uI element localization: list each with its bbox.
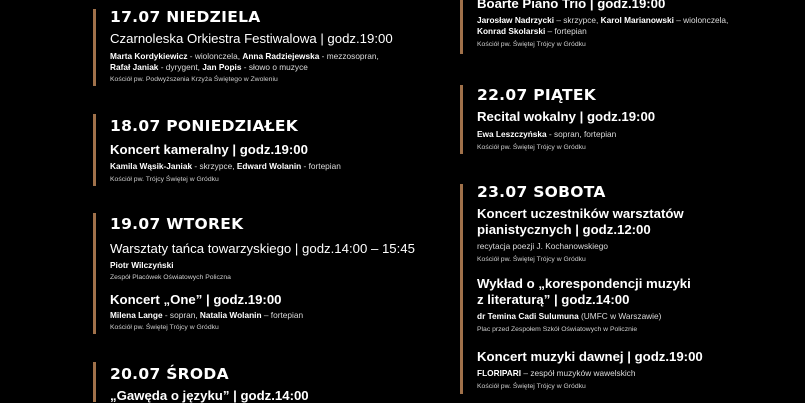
event-title: Koncert muzyki dawnej | godz.19:00	[477, 349, 703, 364]
performer-role: (UMFC w Warszawie)	[578, 311, 662, 321]
performers-line	[477, 311, 661, 321]
performer-name: Konrad Skolarski	[477, 26, 546, 36]
day-title-22-07: 22.07 PIĄTEK	[477, 86, 597, 104]
event-title-cont: z literaturą” | godz.14:00	[477, 292, 630, 307]
performer-role: - słowo o muzyce	[241, 62, 308, 72]
performers-line	[110, 51, 379, 61]
performer-role: - sopran, fortepian	[546, 129, 617, 139]
performer-name: Anna Radziejewska	[242, 51, 320, 61]
event-title: Recital wokalny | godz.19:00	[477, 109, 656, 124]
event-title: Koncert uczestników warsztatów	[477, 206, 684, 221]
performer-name: Milena Lange	[110, 310, 163, 320]
performer-name: dr Temina Cadi Sulumuna	[477, 311, 579, 321]
performers-line	[477, 129, 616, 139]
performer-role: - sopran,	[162, 310, 200, 320]
performer-role: - dyrygent,	[158, 62, 203, 72]
performers-line	[110, 310, 303, 320]
performers-line	[477, 26, 587, 36]
day-accent-bar	[93, 9, 96, 86]
event-location: Kościół pw. Świętej Trójcy w Gródku	[477, 144, 586, 151]
performer-role: - mezzosopran,	[319, 51, 379, 61]
day-accent-bar	[93, 362, 96, 402]
event-location: Plac przed Zespołem Szkół Oświatowych w Policznie	[477, 326, 638, 333]
performers-line	[110, 260, 174, 270]
event-location: Kościół pw. Świętej Trójcy w Gródku	[477, 41, 586, 48]
performer-role: - fortepian	[301, 161, 341, 171]
performer-name: Ewa Leszczyńska	[477, 129, 547, 139]
performer-name: Jan Popis	[202, 62, 242, 72]
event-note: recytacja poezji J. Kochanowskiego	[477, 241, 608, 251]
event-title: Czarnoleska Orkiestra Festiwalowa | godz.19:00	[110, 31, 393, 46]
event-location: Kościół pw. Świętej Trójcy w Gródku	[477, 383, 586, 390]
performer-name: Karol Marianowski	[600, 15, 674, 25]
day-accent-bar	[460, 85, 463, 154]
event-title: Warsztaty tańca towarzyskiego | godz.14:00 – 15:45	[110, 241, 415, 256]
day-accent-bar	[93, 213, 96, 334]
performer-role: – fortepian	[261, 310, 304, 320]
event-location: Kościół pw. Podwyższenia Krzyża Świętego w Zwoleniu	[110, 76, 278, 83]
performer-role: – fortepian	[545, 26, 587, 36]
event-title: „Gawęda o języku” | godz.14:00	[110, 388, 309, 403]
event-location: Kościół pw. Świętej Trójcy w Gródku	[110, 324, 219, 331]
day-title-19-07: 19.07 WTOREK	[110, 215, 244, 233]
performers-line	[110, 161, 341, 171]
event-title: Koncert kameralny | godz.19:00	[110, 142, 308, 157]
performer-role: - skrzypce,	[192, 161, 237, 171]
performer-name: Rafał Janiak	[110, 62, 159, 72]
performer-name: Marta Kordykiewicz	[110, 51, 188, 61]
performer-role: – skrzypce,	[554, 15, 601, 25]
performer-role: – wiolonczela,	[673, 15, 729, 25]
day-accent-bar	[460, 184, 463, 394]
event-title: Wykład o „korespondencji muzyki	[477, 276, 691, 291]
day-title-20-07: 20.07 ŚRODA	[110, 365, 229, 383]
event-title: Boarte Piano Trio | godz.19:00	[477, 0, 666, 11]
performer-name: Piotr Wilczyński	[110, 260, 174, 270]
day-title-18-07: 18.07 PONIEDZIAŁEK	[110, 117, 299, 135]
performer-name: Natalia Wolanin	[199, 310, 262, 320]
day-title-17-07: 17.07 NIEDZIELA	[110, 8, 261, 26]
performer-name: Edward Wolanin	[236, 161, 302, 171]
performers-line	[477, 15, 728, 25]
performer-role: – zespół muzyków wawelskich	[521, 368, 636, 378]
performers-line	[477, 368, 635, 378]
event-location: Kościół pw. Trójcy Świętej w Gródku	[110, 176, 219, 183]
event-title: Koncert „One” | godz.19:00	[110, 292, 282, 307]
event-location: Zespół Placówek Oświatowych Policzna	[110, 274, 231, 281]
performer-role: - wiolonczela,	[187, 51, 243, 61]
day-title-23-07: 23.07 SOBOTA	[477, 183, 606, 201]
day-accent-bar	[93, 114, 96, 186]
event-title-cont: pianistycznych | godz.12:00	[477, 222, 651, 237]
performer-name: Kamila Wąsik-Janiak	[110, 161, 193, 171]
performers-line	[110, 62, 308, 72]
performer-name: Jarosław Nadrzycki	[477, 15, 555, 25]
day-accent-bar	[460, 0, 463, 54]
event-location: Kościół pw. Świętej Trójcy w Gródku	[477, 256, 586, 263]
performer-name: FLORIPARI	[477, 368, 522, 378]
